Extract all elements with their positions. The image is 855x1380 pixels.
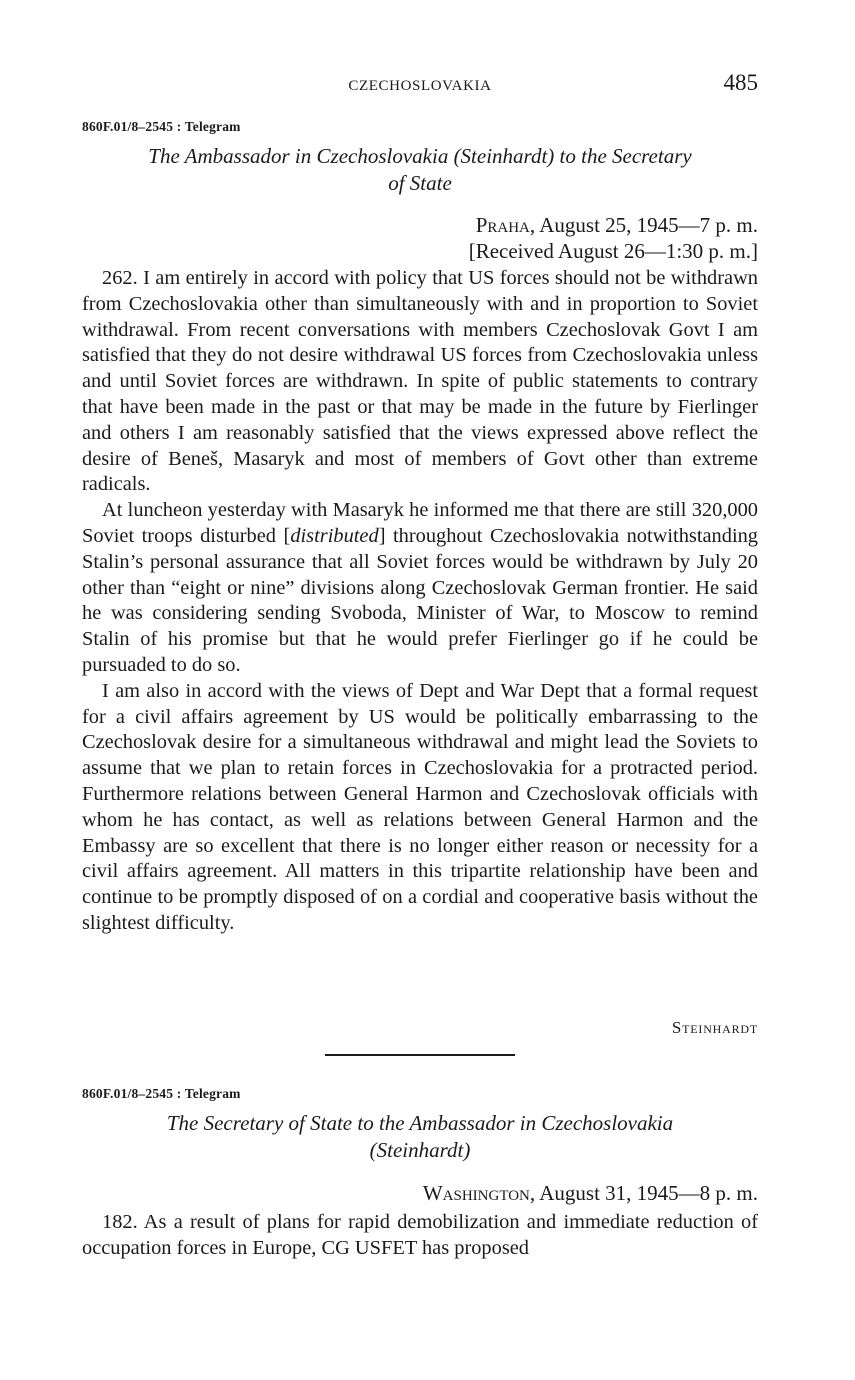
document-1-paragraph-2-part-1: At luncheon yesterday with Masaryk he informed me that there are still 320,000 Soviet troops disturbed [ (82, 499, 758, 547)
dateline-2-date: , August 31, 1945—8 p. m. (529, 1181, 758, 1205)
dateline-1-date: , August 25, 1945—7 p. m. (529, 213, 758, 237)
dateline-2 (423, 1180, 758, 1206)
signature-1: Steinhardt (671, 1018, 758, 1037)
section-divider (325, 1054, 515, 1056)
document-2-body (82, 1210, 758, 1262)
document-heading-2 (82, 1110, 758, 1164)
dateline-1 (469, 212, 758, 264)
document-1-paragraph-1: 262. I am entirely in accord with policy that US forces should not be withdrawn from Czechoslovakia other than simultaneously with and in proportion to Soviet withdrawal. From recent conversations with members Czechoslovak Govt I am satisfied that they do not desire withdrawal US forces from Czechoslovakia unless and until Soviet forces are withdrawn. In spite of public statements to contrary that have been made in the past or that may be made in the future by Fierlinger and others I am reasonably satisfied that the views expressed above reflect the desire of Beneš, Masaryk and most of members of Govt other than extreme radicals. (82, 267, 758, 496)
running-title: CZECHOSLOVAKIA (348, 78, 492, 94)
document-heading-1-line-1: The Ambassador in Czechoslovakia (Steinhardt) to the Secretary (148, 144, 692, 168)
dateline-1-sent (469, 212, 758, 238)
dateline-1-received: [Received August 26—1:30 p. m.] (468, 239, 758, 263)
running-head (82, 70, 758, 100)
dateline-2-place: Washington (422, 1181, 530, 1205)
document-heading-1 (82, 143, 758, 197)
file-reference-1: 860F.01/8–2545 : Telegram (82, 119, 241, 134)
document-2-paragraph-1: 182. As a result of plans for rapid demobilization and immediate reduction of occupation forces in Europe, CG USFET has proposed (82, 1211, 758, 1259)
document-1-paragraph-2-part-2: ] throughout Czechoslovakia notwithstanding Stalin’s personal assurance that all Soviet forces would be withdrawn by July 20 other than “eight or nine” divisions along Czechoslovak German frontier. He said he was considering sending Svoboda, Minister of War, to Moscow to remind Stalin of his promise but that he would prefer Fierlinger go if he could be pursuaded to do so. (82, 524, 758, 676)
document-heading-2-line-2: (Steinhardt) (369, 1138, 471, 1162)
document-heading-2-line-1: The Secretary of State to the Ambassador in Czechoslovakia (166, 1111, 674, 1135)
page-number: 485 (723, 70, 758, 95)
document-1-paragraph-3: I am also in accord with the views of Dept and War Dept that a formal request for a civil affairs agreement by US would be politically embarrassing to the Czechoslovak desire for a simultaneous withdrawal and might lead the Soviets to assume that we plan to retain forces in Czechoslovakia for a protracted period. Furthermore relations between General Harmon and Czechoslovak officials with whom he has contact, as well as relations between General Harmon and the Embassy are so excellent that there is no longer either reason or necessity for a civil affairs agreement. All matters in this tripartite relationship have been and continue to be promptly disposed of on a cordial and cooperative basis without the slightest difficulty. (82, 679, 758, 934)
document-1-paragraph-2-correction: distributed (290, 524, 379, 547)
document-heading-1-line-2: of State (388, 171, 452, 195)
dateline-1-place: Praha (475, 213, 530, 237)
document-1-body (82, 266, 758, 937)
dateline-2-sent (423, 1180, 758, 1206)
file-reference-2: 860F.01/8–2545 : Telegram (82, 1086, 241, 1101)
document-1-paragraph-2 (82, 498, 758, 679)
